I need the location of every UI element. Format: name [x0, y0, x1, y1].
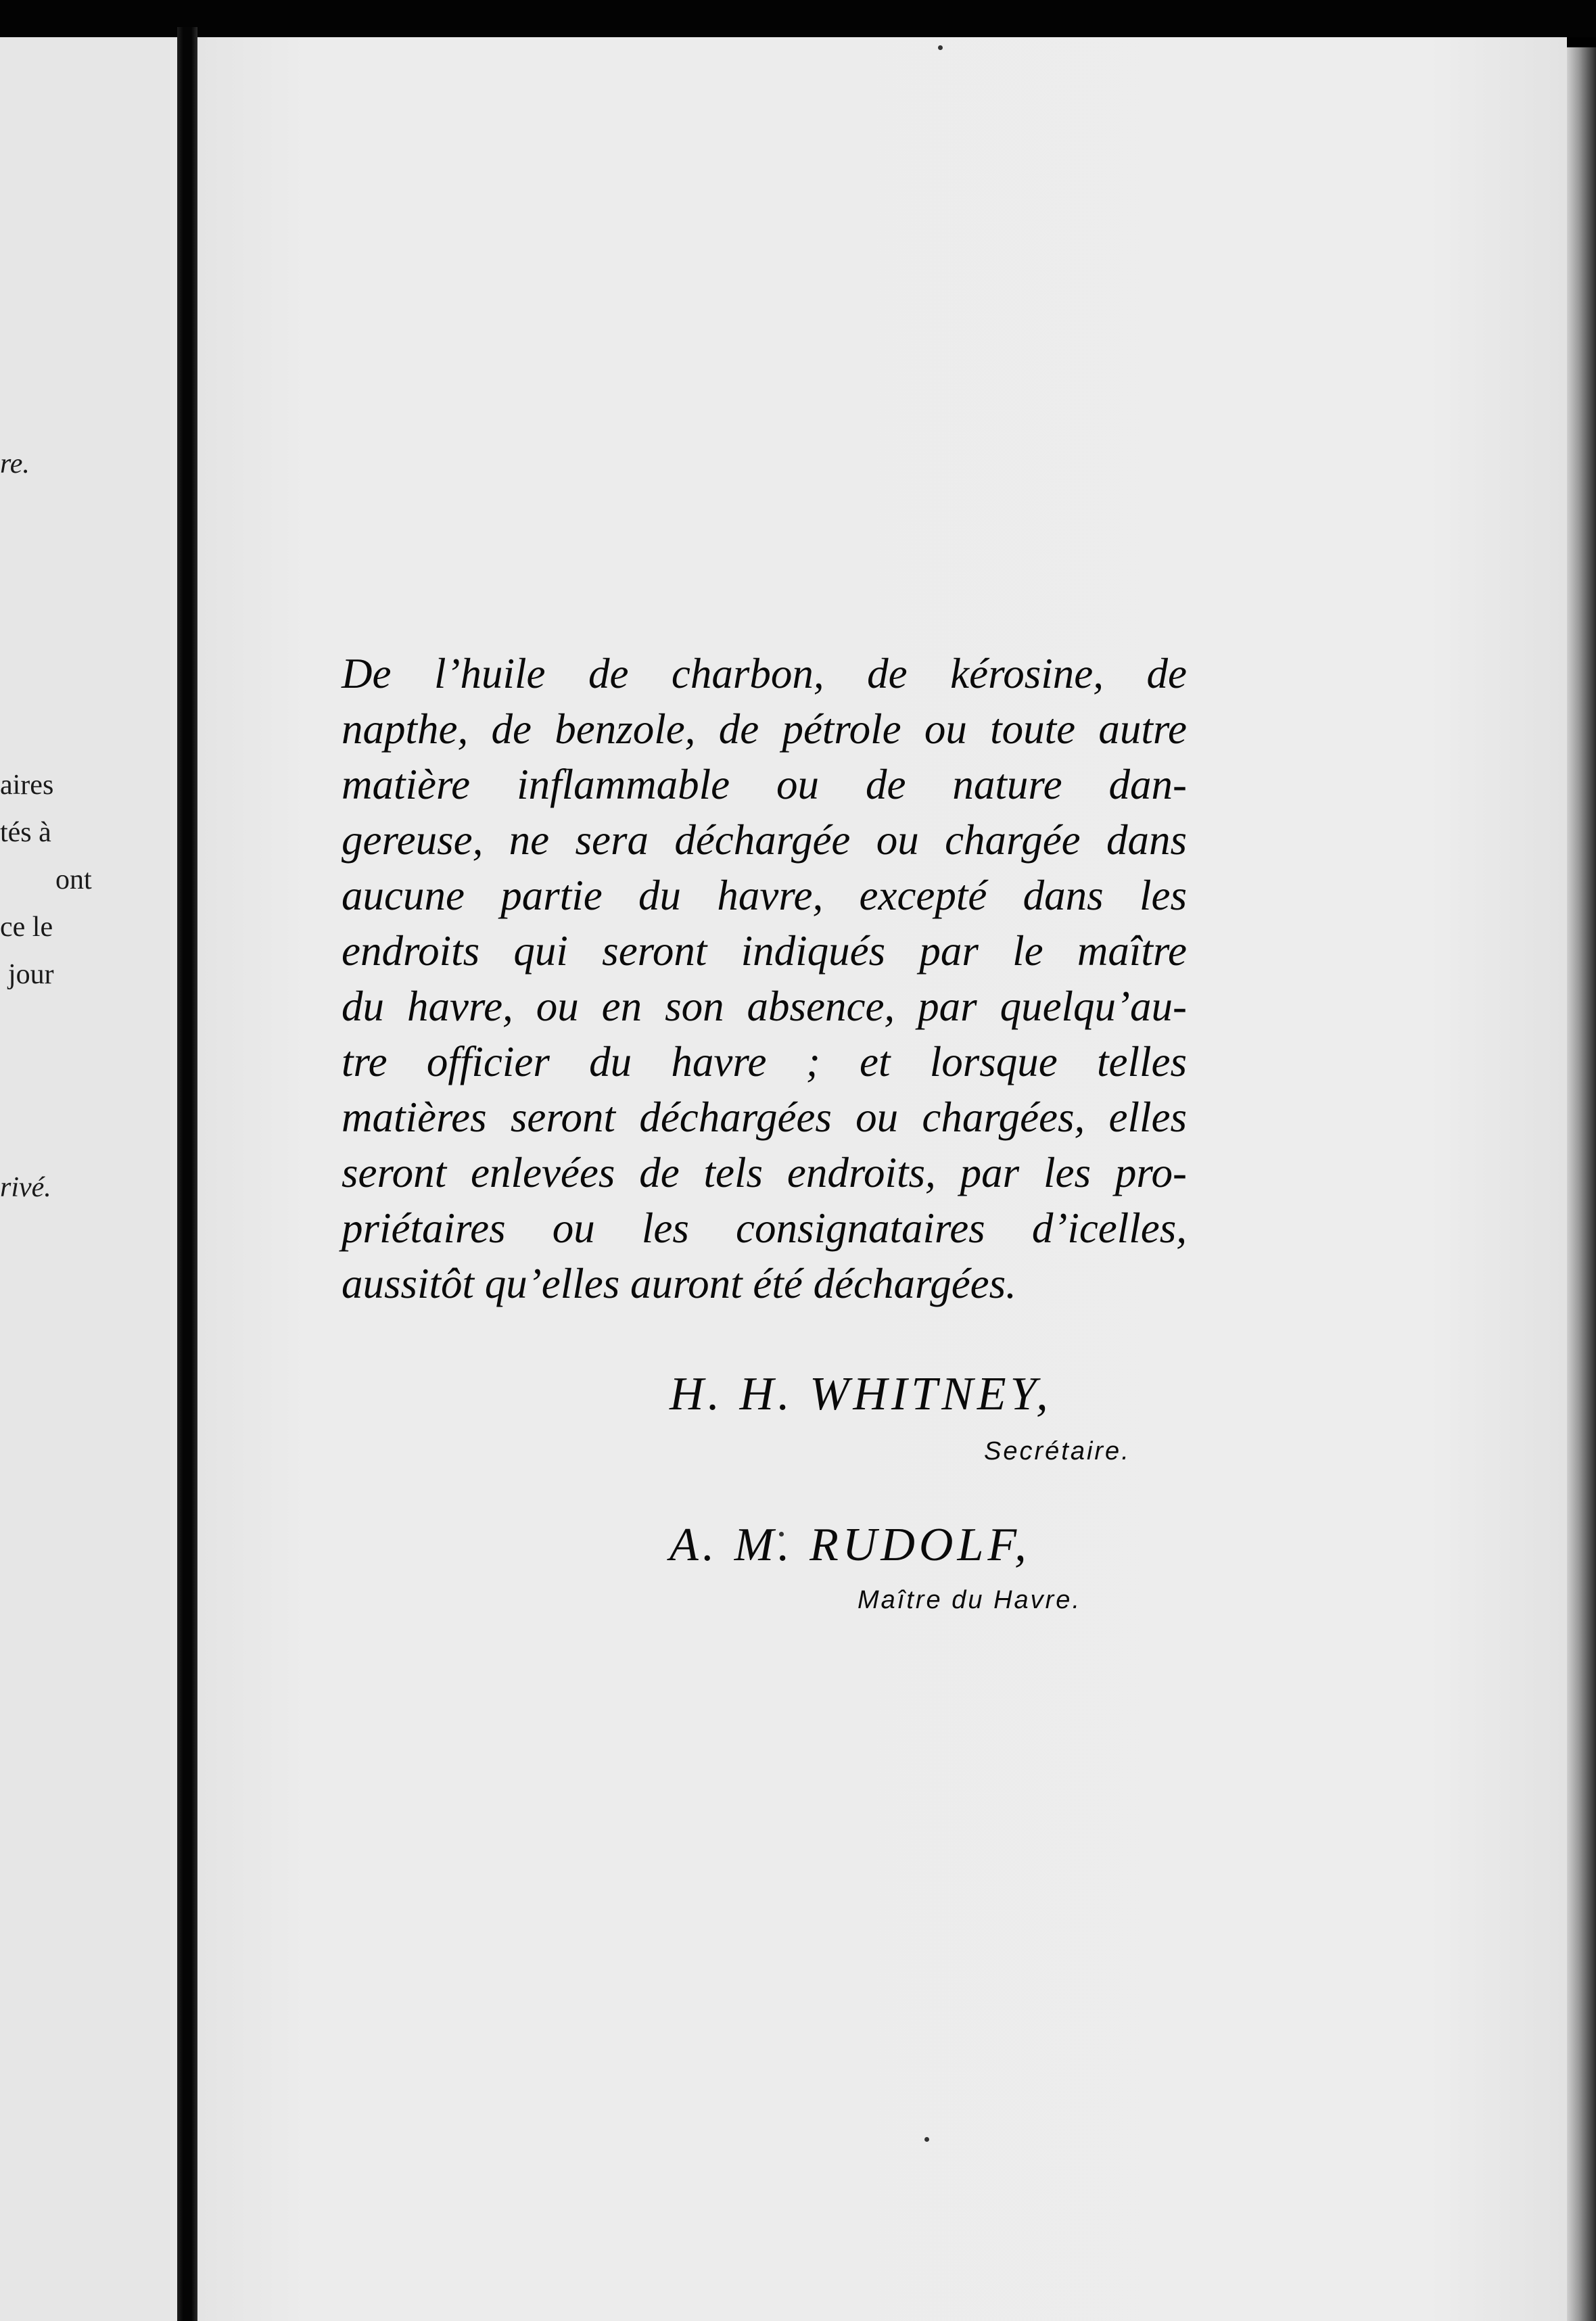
paragraph-line: seront enlevées de tels endroits, par les pro-: [342, 1149, 1187, 1196]
facing-page-fragment: [0, 37, 177, 2321]
signatory-name: H. H. WHITNEY,: [670, 1368, 1052, 1420]
page-edge-shadow: [1567, 47, 1596, 2321]
scan-speck: [924, 2137, 929, 2142]
paragraph-line: De l’huile de charbon, de kérosine, de: [342, 650, 1187, 697]
paragraph-line: priétaires ou les consignataires d’icelles,: [342, 1204, 1187, 1252]
fragment-text: rivé.: [0, 1172, 51, 1203]
scan-border-top: [0, 0, 1596, 37]
paragraph-line: tre officier du havre ; et lorsque telles: [342, 1038, 1187, 1085]
fragment-text: ont: [55, 864, 92, 895]
paragraph-line: matières seront déchargées ou chargées, elles: [342, 1094, 1187, 1141]
fragment-text: tés à: [0, 817, 51, 848]
fragment-text: jour: [8, 959, 54, 990]
paragraph-line: matière inflammable ou de nature dan-: [342, 761, 1187, 808]
paragraph-line: aussitôt qu’elles auront été déchargées.: [342, 1260, 1016, 1307]
fragment-text: ce le: [0, 912, 53, 943]
book-spine-gutter: [177, 27, 197, 2321]
paragraph-line: du havre, ou en son absence, par quelqu’au-: [342, 983, 1187, 1030]
regulation-paragraph: [342, 646, 1187, 1311]
fragment-text: aires: [0, 770, 54, 801]
paragraph-line: napthe, de benzole, de pétrole ou toute autre: [342, 705, 1187, 753]
signatory-title: Secrétaire.: [984, 1437, 1131, 1466]
paragraph-line: gereuse, ne sera déchargée ou chargée dans: [342, 816, 1187, 864]
paragraph-line: endroits qui seront indiqués par le maître: [342, 927, 1187, 975]
signatory-title: Maître du Havre.: [858, 1586, 1081, 1614]
signatory-name: A. M. RUDOLF,: [670, 1519, 1031, 1571]
fragment-text: re.: [0, 448, 30, 479]
scan-speck: [938, 45, 943, 50]
paragraph-line: aucune partie du havre, excepté dans les: [342, 872, 1187, 919]
